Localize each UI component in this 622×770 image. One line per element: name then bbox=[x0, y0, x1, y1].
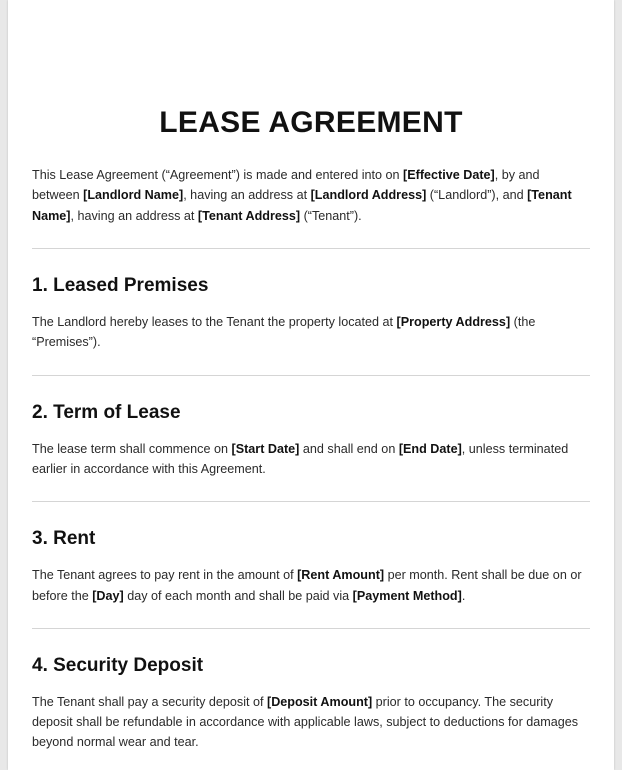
section-rent bbox=[32, 528, 590, 606]
intro-text-2: , by and between bbox=[32, 168, 540, 203]
field-deposit-amount: [Deposit Amount] bbox=[267, 694, 373, 709]
section-security-deposit bbox=[32, 655, 590, 753]
s3-text-2: per month. Rent shall be due on or before the bbox=[32, 568, 582, 603]
intro-text-6: (“Tenant”). bbox=[300, 208, 362, 223]
s3-text-3: day of each month and shall be paid via bbox=[123, 588, 353, 603]
s2-text-1: The lease term shall commence on bbox=[32, 441, 232, 456]
section-body-4 bbox=[32, 692, 590, 753]
section-divider bbox=[32, 501, 590, 502]
s3-text-4: . bbox=[461, 588, 466, 603]
section-term-of-lease bbox=[32, 402, 590, 480]
field-tenant-address: [Tenant Address] bbox=[197, 208, 301, 223]
section-divider bbox=[32, 375, 590, 376]
section-divider bbox=[32, 628, 590, 629]
field-start-date: [Start Date] bbox=[231, 441, 300, 456]
intro-paragraph bbox=[32, 165, 590, 226]
s4-text-2: prior to occupancy. The security deposit shall be refundable in accordance with applicable laws, subject to deductions for damages beyond normal wear and tear. bbox=[32, 694, 579, 750]
page-title: LEASE AGREEMENT bbox=[159, 106, 463, 139]
s3-text-1: The Tenant agrees to pay rent in the amount of bbox=[32, 568, 298, 583]
s2-text-2: and shall end on bbox=[299, 441, 399, 456]
intro-text-4: (“Landlord”), and bbox=[426, 188, 528, 203]
section-heading-4: 4. Security Deposit bbox=[32, 654, 204, 676]
intro-text-3: , having an address at bbox=[183, 188, 311, 203]
s1-text-2: (the “Premises”). bbox=[32, 314, 536, 350]
field-rent-amount: [Rent Amount] bbox=[297, 568, 385, 583]
intro-text-5: , having an address at bbox=[70, 208, 198, 223]
document-page bbox=[8, 0, 614, 770]
s1-text-1: The Landlord hereby leases to the Tenant the property located at bbox=[32, 314, 397, 329]
field-day: [Day] bbox=[92, 588, 124, 603]
section-heading-3: 3. Rent bbox=[32, 528, 96, 550]
field-landlord-name: [Landlord Name] bbox=[83, 188, 184, 203]
field-end-date: [End Date] bbox=[398, 441, 462, 456]
section-body-1 bbox=[32, 312, 590, 353]
s4-text-1: The Tenant shall pay a security deposit of bbox=[32, 694, 267, 709]
field-property-address: [Property Address] bbox=[396, 314, 511, 329]
field-tenant-name: [Tenant Name] bbox=[32, 188, 572, 223]
field-effective-date: [Effective Date] bbox=[403, 168, 495, 182]
field-payment-method: [Payment Method] bbox=[352, 588, 462, 603]
section-leased-premises bbox=[32, 275, 590, 353]
field-landlord-address: [Landlord Address] bbox=[310, 188, 427, 203]
section-body-2 bbox=[32, 439, 590, 480]
section-heading-2: 2. Term of Lease bbox=[32, 401, 181, 423]
intro-text-1: This Lease Agreement (“Agreement”) is made and entered into on bbox=[32, 168, 404, 182]
section-body-3 bbox=[32, 565, 590, 606]
section-divider bbox=[32, 248, 590, 249]
s2-text-3: , unless terminated earlier in accordance with this Agreement. bbox=[32, 441, 569, 476]
section-heading-1: 1. Leased Premises bbox=[32, 275, 209, 297]
